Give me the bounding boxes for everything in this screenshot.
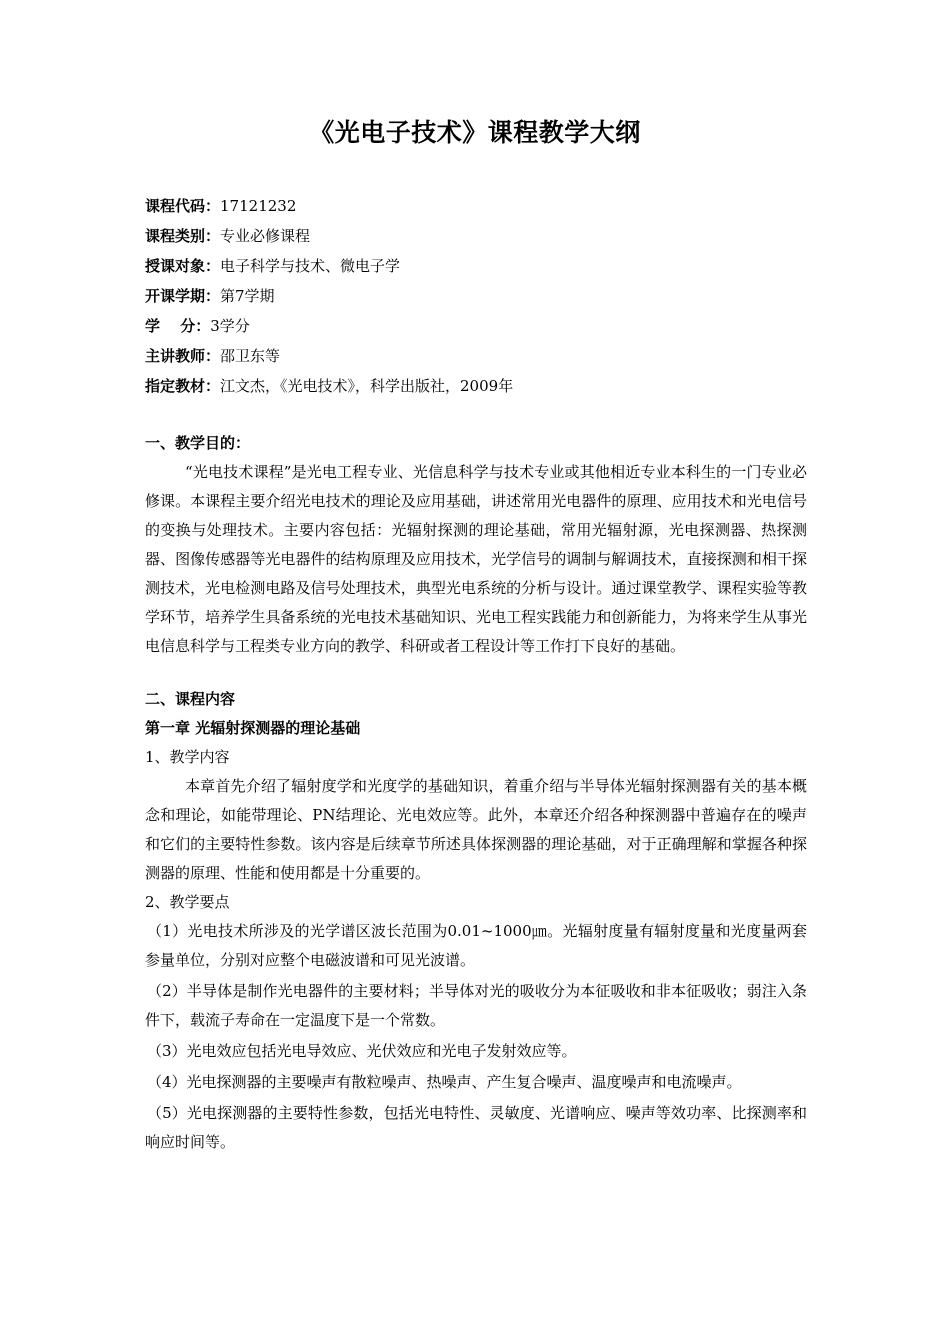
subheading-key-points: 2、教学要点 [145,893,230,911]
info-value: 电子科学与技术、微电子学 [220,257,401,275]
chapter-content-paragraph: 本章首先介绍了辐射度学和光度学的基础知识，着重介绍与半导体光辐射探测器有关的基本概念和理论，如能带理论、PN结理论、光电效应等。此外，本章还介绍各种探测器中普遍存在的噪声和它们的主要特性参数。该内容是后续章节所述具体探测器的理论基础，对于正确理解和掌握各种探测器的原理、性能和使用都是十分重要的。 [145,777,807,882]
chapter-title: 第一章 光辐射探测器的理论基础 [145,719,361,737]
key-point-item: （2）半导体是制作光电器件的主要材料；半导体对光的吸收分为本征吸收和非本征吸收；弱注入条件下，载流子寿命在一定温度下是一个常数。 [145,982,807,1029]
document-body [145,429,807,1159]
document-title: 《光电子技术》课程教学大纲 [309,118,641,147]
info-value: 3学分 [210,317,250,335]
info-row-textbook [145,371,805,401]
info-value: 江文杰，《光电技术》，科学出版社，2009年 [220,377,514,395]
info-label: 开课学期： [145,287,221,305]
section-spacer [145,661,807,685]
info-label: 课程类别： [145,227,221,245]
section-heading-content: 二、课程内容 [145,690,236,708]
info-row-category [145,221,805,251]
key-point-item: （5）光电探测器的主要特性参数，包括光电特性、灵敏度、光谱响应、噪声等效功率、比探测率和响应时间等。 [145,1104,807,1151]
info-label: 课程代码： [145,197,221,215]
course-info [145,191,805,401]
info-row-credits [145,311,805,341]
info-value: 第7学期 [220,287,275,305]
info-row-code [145,191,805,221]
key-point-item: （4）光电探测器的主要噪声有散粒噪声、热噪声、产生复合噪声、温度噪声和电流噪声。 [147,1073,742,1091]
key-point-item: （1）光电技术所涉及的光学谱区波长范围为0.01~1000㎛。光辐射度量有辐射度量和光度量两套参量单位，分别对应整个电磁波谱和可见光波谱。 [145,922,807,969]
info-row-audience [145,251,805,281]
info-value: 邵卫东等 [220,347,281,365]
info-value: 专业必修课程 [220,227,311,245]
info-row-teacher [145,341,805,371]
info-label: 学 分： [145,317,211,335]
info-row-semester [145,281,805,311]
info-label: 授课对象： [145,257,221,275]
info-value: 17121232 [220,197,297,215]
key-point-item: （3）光电效应包括光电导效应、光伏效应和光电子发射效应等。 [147,1042,577,1060]
info-label: 指定教材： [145,377,221,395]
section-heading-objectives: 一、教学目的： [145,434,251,452]
info-label: 主讲教师： [145,347,221,365]
subheading-teaching-content: 1、教学内容 [145,748,230,766]
objectives-paragraph: “光电技术课程”是光电工程专业、光信息科学与技术专业或其他相近专业本科生的一门专业必修课。本课程主要介绍光电技术的理论及应用基础，讲述常用光电器件的原理、应用技术和光电信号的变换与处理技术。主要内容包括：光辐射探测的理论基础，常用光辐射源，光电探测器、热探测器、图像传感器等光电器件的结构原理及应用技术，光学信号的调制与解调技术，直接探测和相干探测技术，光电检测电路及信号处理技术，典型光电系统的分析与设计。通过课堂教学、课程实验等教学环节，培养学生具备系统的光电技术基础知识、光电工程实践能力和创新能力，为将来学生从事光电信息科学与工程类专业方向的教学、科研或者工程设计等工作打下良好的基础。 [145,463,807,655]
